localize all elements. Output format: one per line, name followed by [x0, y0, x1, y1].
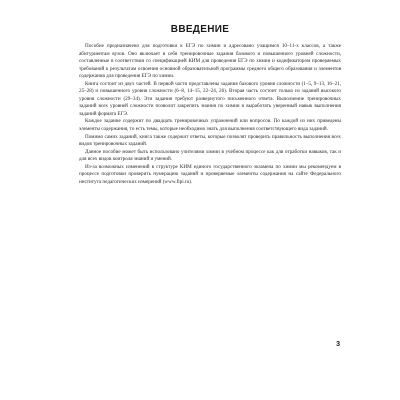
page-title: ВВЕДЕНИЕ [170, 24, 230, 35]
paragraph-5: Данное пособие может быть использовано учителями химии в учебном процессе как для отработки навыков, так и для всех видов контроля знаний и умений. [79, 148, 341, 163]
page-number: 3 [336, 341, 340, 348]
paragraph-6: Из-за возможных изменений в структуре КИМ единого государственного экзамена по химии мы рекомендуем в процессе подготовки проверить нумерацию заданий и проверяемые элементы содержания на сайте Федерального института педагогических измерений (www.fipi.ru). [79, 163, 341, 185]
paragraph-4: Помимо самих заданий, книга также содержит ответы, которые позволят проверить правильность выполнения всех видов тренировочных заданий. [79, 133, 341, 148]
paragraph-2: Книга состоит из двух частей. В первой части представлены задания базового уровня сложности (1–5, 9–13, 16–21, 25–28) и повышенного уровня сложности (6–8, 14–15, 22–24, 26). Вторая часть состоит только из заданий высокого уровня сложности (29–34). Эти задания требуют развернутого письменного ответа. Выполнение тренировочных заданий всех уровней сложности позволит закрепить знания по химии и выработать уверенный навык выполнения заданий формата ЕГЭ. [79, 80, 341, 117]
body-text [79, 43, 341, 186]
paragraph-1: Пособие предназначено для подготовки к ЕГЭ по химии и адресовано учащимся 10–11-х классов, а также абитуриентам вузов. Оно включает в себя тренировочные задания базового и повышенного уровней сложности, составленные в соответствии со спецификацией КИМ для проведения ЕГЭ по химии и кодификатором проверяемых требований к результатам освоения основной образовательной программы среднего общего образования и элементов содержания для проведения ЕГЭ по химии. [79, 43, 341, 80]
paragraph-3: Каждое задание содержит по двадцать тренировочных упражнений или вопросов. По каждой из них приведены элементы содержания, то есть темы, которые необходимо знать для выполнения соответствующего вида заданий. [79, 118, 341, 133]
